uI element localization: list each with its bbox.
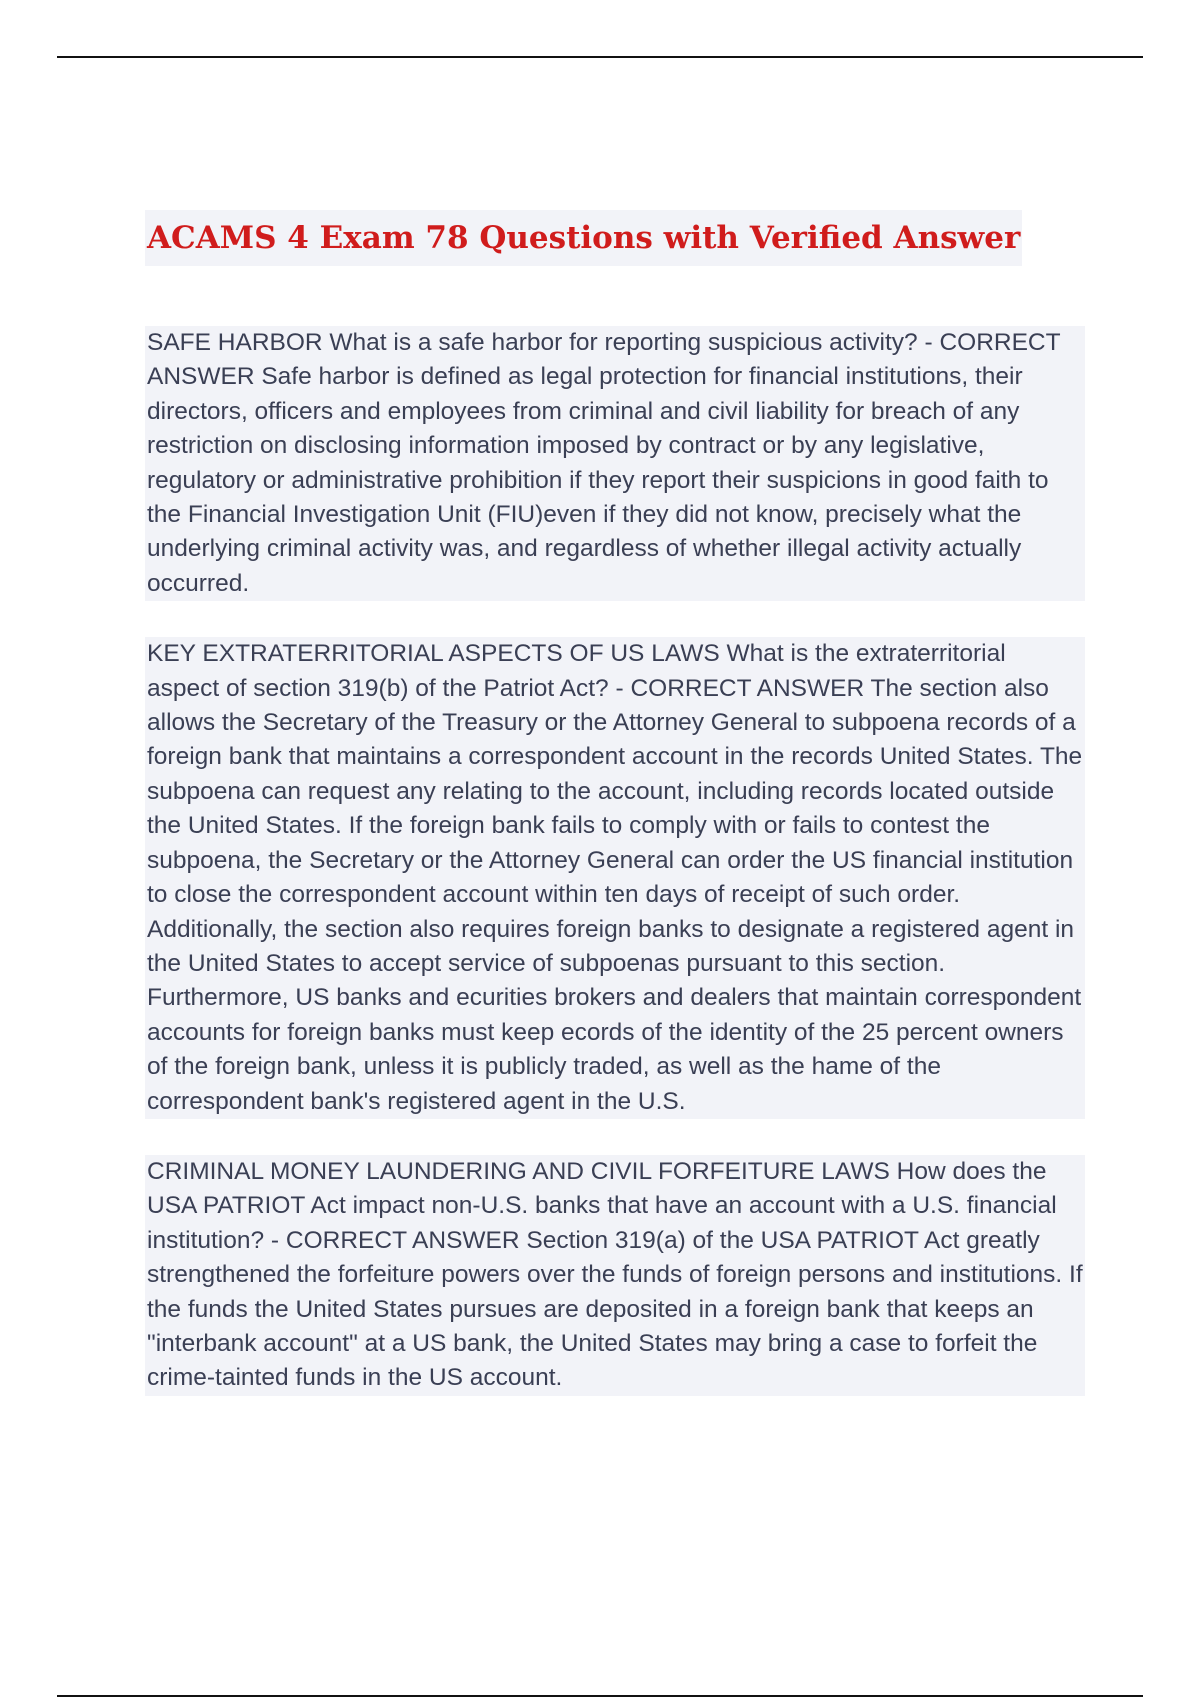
qa-entry-extraterritorial: KEY EXTRATERRITORIAL ASPECTS OF US LAWS What is the extraterritorial aspect of section 319(b) of the Patriot Act? - CORRECT ANSWER The section also allows the Secretary of the Treasury or the Attorney General to subpoena records of a foreign bank that maintains a correspondent account in the records United States. The subpoena can request any relating to the account, including records located outside the United States. If the foreign bank fails to comply with or fails to contest the subpoena, the Secretary or the Attorney General can order the US financial institution to close the correspondent account within ten days of receipt of such order. Additionally, the section also requires foreign banks to designate a registered agent in the United States to accept service of subpoenas pursuant to this section. Furthermore, US banks and ecurities brokers and dealers that maintain correspondent accounts for foreign banks must keep ecords of the identity of the 25 percent owners of the foreign bank, unless it is publicly traded, as well as the hame of the correspondent bank's registered agent in the U.S. (145, 637, 1085, 1119)
document-title: ACAMS 4 Exam 78 Questions with Verified Answer (145, 210, 1022, 266)
bottom-rule (57, 1695, 1143, 1697)
qa-entry-forfeiture: CRIMINAL MONEY LAUNDERING AND CIVIL FORFEITURE LAWS How does the USA PATRIOT Act impact non-U.S. banks that have an account with a U.S. financial institution? - CORRECT ANSWER Section 319(a) of the USA PATRIOT Act greatly strengthened the forfeiture powers over the funds of foreign persons and institutions. If the funds the United States pursues are deposited in a foreign bank that keeps an "interbank account" at a US bank, the United States may bring a case to forfeit the crime-tainted funds in the US account. (145, 1155, 1085, 1396)
document-body (145, 210, 1085, 1396)
qa-entry-safe-harbor: SAFE HARBOR What is a safe harbor for reporting suspicious activity? - CORRECT ANSWER Safe harbor is defined as legal protection for financial institutions, their directors, officers and employees from criminal and civil liability for breach of any restriction on disclosing information imposed by contract or by any legislative, regulatory or administrative prohibition if they report their suspicions in good faith to the Financial Investigation Unit (FIU)even if they did not know, precisely what the underlying criminal activity was, and regardless of whether illegal activity actually occurred. (145, 326, 1085, 601)
top-rule (57, 56, 1143, 58)
